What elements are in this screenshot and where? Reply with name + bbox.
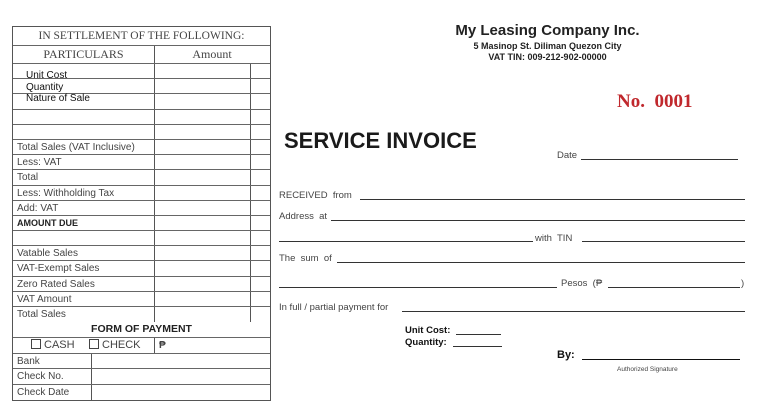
address-field[interactable] [331,220,745,221]
table-row [13,261,270,276]
pesos-label: Pesos (₱ [561,278,603,289]
table-row [13,155,270,170]
payment-row-label: Check No. [17,371,64,383]
col-amount: Amount [192,47,232,61]
table-row [13,307,270,322]
check-label: CHECK [102,339,141,352]
form-of-payment-heading: FORM OF PAYMENT [13,322,270,338]
with-tin-label: with TIN [535,233,573,244]
company-address: 5 Masinop St. Diliman Quezon City [473,41,622,51]
check-checkbox[interactable] [89,338,141,353]
company-tin: VAT TIN: 009-212-902-00000 [488,52,607,62]
table-row [13,170,270,185]
received-from-label: RECEIVED from [279,190,352,201]
payment-row-label: Bank [17,356,40,368]
close-paren: ) [741,278,745,289]
row-label: AMOUNT DUE [17,217,78,228]
row-label: VAT Amount [17,293,72,305]
payment-row-label: Check Date [17,386,70,398]
table-row [13,201,270,216]
row-label: Total Sales [17,309,66,320]
authorized-signature-label: Authorized Signature [617,366,678,373]
by-label: By: [557,349,575,361]
table-row [13,277,270,292]
overlay-nature-of-sale: Nature of Sale [26,93,90,104]
payment-row [13,385,270,400]
table-row [13,110,270,125]
payment-row [13,369,270,384]
table-header [13,46,270,64]
quantity-label: Quantity: [405,337,447,348]
table-row [13,246,270,261]
table-row [13,186,270,201]
overlay-quantity: Quantity [26,82,64,93]
invoice-title: SERVICE INVOICE [284,128,477,153]
sum-field-2[interactable] [279,287,557,288]
unit-cost-label: Unit Cost: [405,325,451,336]
payment-method-row [13,338,270,354]
row-label: Less: Withholding Tax [17,187,115,199]
table-row [13,125,270,140]
payment-for-field[interactable] [402,311,745,312]
payment-row [13,354,270,369]
unit-cost-field[interactable] [456,334,501,335]
row-label: Total Sales (VAT Inclusive) [17,141,135,153]
peso-sign: ₱ [159,340,166,352]
pesos-amount-field[interactable] [608,287,740,288]
table-row [13,216,270,231]
table-row [13,140,270,155]
cash-checkbox[interactable] [31,338,75,353]
row-label: Add: VAT [17,202,59,214]
sum-field[interactable] [337,262,745,263]
sum-label: The sum of [279,253,332,264]
row-label: Less: VAT [17,157,62,169]
address-field-2[interactable] [279,241,533,242]
invoice-number: No. 0001 [617,91,693,112]
address-label: Address at [279,211,328,222]
received-from-field[interactable] [360,199,745,200]
date-field[interactable] [581,159,738,160]
company-name: My Leasing Company Inc. [455,22,640,39]
settlement-title: IN SETTLEMENT OF THE FOLLOWING: [13,27,270,46]
cash-label: CASH [44,339,75,352]
table-row [13,292,270,307]
col-particulars: PARTICULARS [43,47,124,61]
signature-field[interactable] [582,359,740,360]
payment-for-label: In full / partial payment for [279,302,389,313]
row-label: Total [17,172,39,184]
row-label: Zero Rated Sales [17,278,95,290]
overlay-unit-cost: Unit Cost [26,70,68,81]
row-label: VAT-Exempt Sales [17,263,100,275]
tin-field[interactable] [582,241,745,242]
row-label: Vatable Sales [17,248,78,260]
quantity-field[interactable] [453,346,502,347]
table-row [13,231,270,246]
date-label: Date [557,150,578,161]
